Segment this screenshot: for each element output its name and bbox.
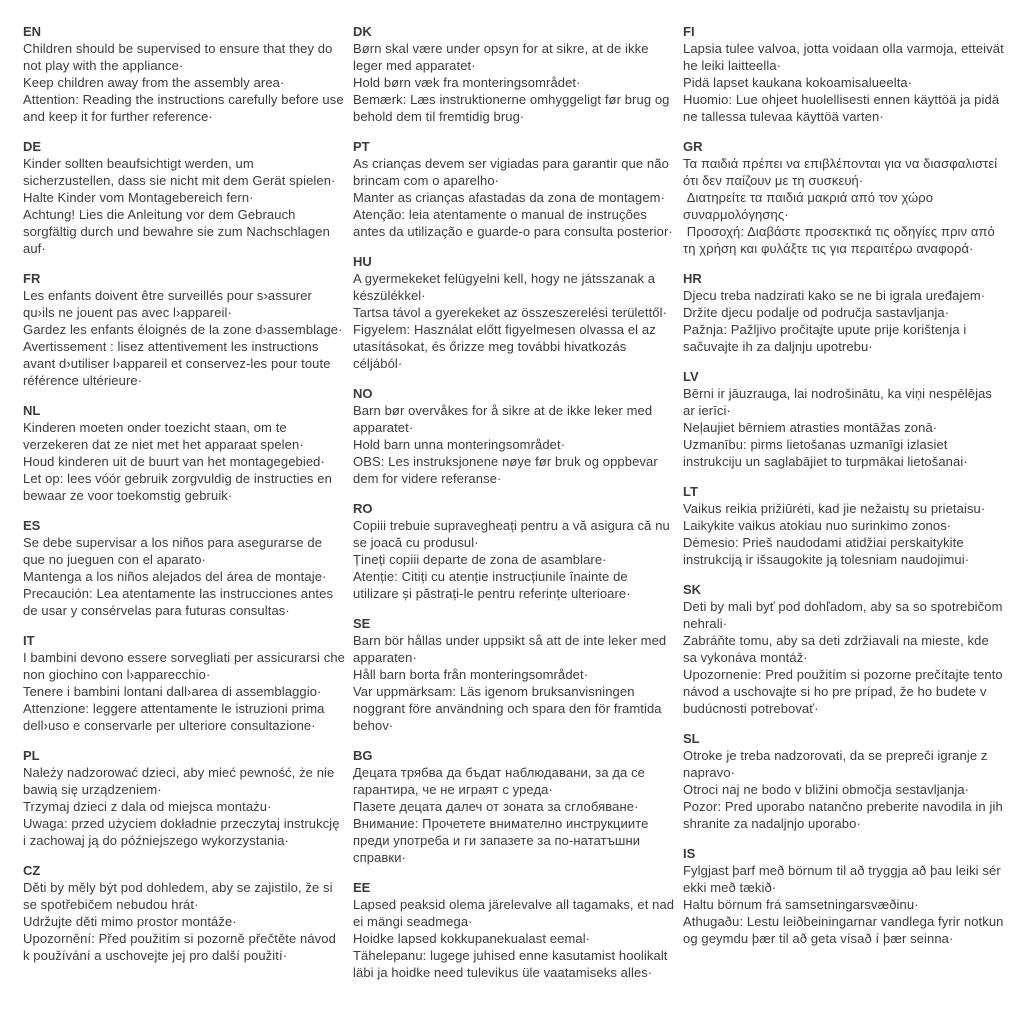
section-de [23, 138, 345, 257]
instruction-sentence: Пазете децата далеч от зоната за сглобяване· [353, 799, 639, 814]
language-code-pt: PT [353, 139, 370, 154]
section-fr [23, 270, 345, 389]
language-code-fr: FR [23, 271, 41, 286]
section-it [23, 632, 345, 734]
section-ee [353, 879, 675, 981]
language-code-es: ES [23, 518, 41, 533]
instruction-sentence: Let op: lees vóór gebruik zorgvuldig de instructies en bewaar ze voor toekomstig gebruik· [23, 471, 332, 503]
language-code-lv: LV [683, 369, 699, 384]
section-is [683, 845, 1005, 947]
instruction-sentence: Keep children away from the assembly area· [23, 75, 285, 90]
instruction-sentence: Trzymaj dzieci z dala od miejsca montażu· [23, 799, 272, 814]
instruction-sentence: A gyermekeket felügyelni kell, hogy ne játsszanak a készülékkel· [353, 271, 656, 303]
section-sl [683, 730, 1005, 832]
language-code-hr: HR [683, 271, 702, 286]
instruction-sentence: Hold børn væk fra monteringsområdet· [353, 75, 581, 90]
section-es [23, 517, 345, 619]
instruction-sentence: Djecu treba nadzirati kako se ne bi igrala uređajem· [683, 288, 986, 303]
instruction-sentence: Udržujte děti mimo prostor montáže· [23, 914, 237, 929]
language-code-se: SE [353, 616, 371, 631]
section-no [353, 385, 675, 487]
section-dk [353, 23, 675, 125]
section-ro [353, 500, 675, 602]
instruction-sentence: Neļaujiet bērniem atrasties montāžas zonā· [683, 420, 938, 435]
instruction-sentence: Uwaga: przed użyciem dokładnie przeczytaj instrukcję i zachowaj ją do późniejszego wykorzystania· [23, 816, 340, 848]
language-code-en: EN [23, 24, 42, 39]
instruction-sentence: Achtung! Lies die Anleitung vor dem Gebrauch sorgfältig durch und bewahre sie zum Nachschlagen auf· [23, 207, 330, 256]
section-en [23, 23, 345, 125]
instruction-sentence: Upozornění: Před použitím si pozorně přečtěte návod k používání a uschovejte jej pro další použití· [23, 931, 336, 963]
language-code-sl: SL [683, 731, 700, 746]
section-bg [353, 747, 675, 866]
language-code-ro: RO [353, 501, 373, 516]
instruction-sentence: Halte Kinder vom Montagebereich fern· [23, 190, 254, 205]
language-code-bg: BG [353, 748, 373, 763]
instruction-sentence: Var uppmärksam: Läs igenom bruksanvisningen noggrant före användning och spara den för framtida behov· [353, 684, 662, 733]
column-2 [353, 23, 675, 1014]
instruction-sentence: Należy nadzorować dzieci, aby mieć pewność, że nie bawią się urządzeniem· [23, 765, 335, 797]
instruction-sentence: Huomio: Lue ohjeet huolellisesti ennen käyttöä ja pidä ne tallessa tulevaa käyttöä varten· [683, 92, 1000, 124]
instruction-sentence: Attention: Reading the instructions carefully before use and keep it for further reference· [23, 92, 344, 124]
language-code-it: IT [23, 633, 35, 648]
instruction-sentence: Hold barn unna monteringsområdet· [353, 437, 566, 452]
language-code-gr: GR [683, 139, 703, 154]
instruction-sentence: Otroke je treba nadzorovati, da se prepreči igranje z napravo· [683, 748, 988, 780]
instruction-sentence: Avertissement : lisez attentivement les instructions avant d›utiliser l›appareil et conservez-les pour toute référence ultérieure· [23, 339, 331, 388]
instruction-sentence: Barn bør overvåkes for å sikre at de ikke leker med apparatet· [353, 403, 653, 435]
instruction-sentence: Laikykite vaikus atokiau nuo surinkimo zonos· [683, 518, 952, 533]
section-fi [683, 23, 1005, 125]
instruction-sentence: Copiii trebuie supravegheați pentru a vă asigura că nu se joacă cu produsul· [353, 518, 670, 550]
instruction-sentence: Houd kinderen uit de buurt van het montagegebied· [23, 454, 325, 469]
instruction-sentence: Se debe supervisar a los niños para asegurarse de que no jueguen con el aparato· [23, 535, 323, 567]
instruction-sentence: Fylgjast þarf með börnum til að tryggja að þau leiki sér ekki með tækið· [683, 863, 1001, 895]
instruction-sentence: Децата трябва да бъдат наблюдавани, за да се гарантира, че не играят с уреда· [353, 765, 646, 797]
instruction-sentence: Προσοχή: Διαβάστε προσεκτικά τις οδηγίες πριν από τη χρήση και φυλάξτε τις για περαιτέρω αναφορά· [683, 224, 995, 256]
instruction-sentence: Kinderen moeten onder toezicht staan, om te verzekeren dat ze niet met het apparaat spelen· [23, 420, 304, 452]
section-nl [23, 402, 345, 504]
instruction-sentence: Haltu börnum frá samsetningarsvæðinu· [683, 897, 919, 912]
instruction-sentence: OBS: Les instruksjonene nøye før bruk og oppbevar dem for videre referanse· [353, 454, 658, 486]
instruction-sentence: Vaikus reikia prižiūrėti, kad jie nežaistų su prietaisu· [683, 501, 986, 516]
instruction-sentence: Håll barn borta från monteringsområdet· [353, 667, 589, 682]
language-code-hu: HU [353, 254, 372, 269]
instruction-sentence: Zabráňte tomu, aby sa deti zdržiavali na mieste, kde sa vykonáva montáž· [683, 633, 989, 665]
language-code-no: NO [353, 386, 373, 401]
section-pt [353, 138, 675, 240]
section-sk [683, 581, 1005, 717]
section-hr [683, 270, 1005, 355]
instruction-sentence: Children should be supervised to ensure that they do not play with the appliance· [23, 41, 333, 73]
instruction-sentence: Pozor: Pred uporabo natančno preberite navodila in jih shranite za nadaljnjo uporabo· [683, 799, 1003, 831]
column-3 [683, 23, 1005, 1014]
instruction-sentence: Uzmanību: pirms lietošanas uzmanīgi izlasiet instrukciju un saglabājiet to turpmākai lietošanai· [683, 437, 968, 469]
language-code-cz: CZ [23, 863, 41, 878]
section-pl [23, 747, 345, 849]
language-code-is: IS [683, 846, 696, 861]
instruction-sentence: Les enfants doivent être surveillés pour s›assurer qu›ils ne jouent pas avec l›appareil· [23, 288, 312, 320]
instruction-sentence: Tenere i bambini lontani dall›area di assemblaggio· [23, 684, 322, 699]
instruction-sentence: Lapsia tulee valvoa, jotta voidaan olla varmoja, etteivät he leiki laitteella· [683, 41, 1004, 73]
instruction-sentence: Pažnja: Pažljivo pročitajte upute prije korištenja i sačuvajte ih za daljnju upotrebu· [683, 322, 967, 354]
instruction-sentence: Manter as crianças afastadas da zona de montagem· [353, 190, 666, 205]
instruction-sentence: Внимание: Прочетете внимателно инструкциите преди употреба и ги запазете за по-нататъшни справки· [353, 816, 649, 865]
instruction-sentence: Gardez les enfants éloignés de la zone d›assemblage· [23, 322, 343, 337]
instruction-sentence: Atenție: Citiți cu atenție instrucțiunile înainte de utilizare și păstrați-le pentru referințe ulterioare· [353, 569, 631, 601]
instruction-sentence: Držite djecu podalje od područja sastavljanja· [683, 305, 950, 320]
language-code-sk: SK [683, 582, 702, 597]
instruction-sentence: I bambini devono essere sorvegliati per assicurarsi che non giochino con l›apparecchio· [23, 650, 345, 682]
language-code-dk: DK [353, 24, 372, 39]
instruction-sentence: Τα παιδιά πρέπει να επιβλέπονται για να διασφαλιστεί ότι δεν παίζουν με τη συσκευή· [683, 156, 998, 188]
section-cz [23, 862, 345, 964]
instruction-sentence: Tähelepanu: lugege juhised enne kasutamist hoolikalt läbi ja hoidke need tulevikus üle vaatamiseks alles· [353, 948, 668, 980]
section-lv [683, 368, 1005, 470]
language-code-nl: NL [23, 403, 41, 418]
instruction-sentence: Mantenga a los niños alejados del área de montaje· [23, 569, 327, 584]
instruction-sentence: Atenção: leia atentamente o manual de instruções antes da utilização e guarde-o para consulta posterior· [353, 207, 673, 239]
instruction-sentence: Hoidke lapsed kokkupanekualast eemal· [353, 931, 591, 946]
instruction-sentence: Lapsed peaksid olema järelevalve all tagamaks, et nad ei mängi seadmega· [353, 897, 675, 929]
instruction-sentence: Dėmesio: Prieš naudodami atidžiai perskaitykite instrukciją ir išsaugokite ją tolesniam naudojimui· [683, 535, 970, 567]
instruction-sentence: Figyelem: Használat előtt figyelmesen olvassa el az utasításokat, és őrizze meg további hivatkozás céljából· [353, 322, 656, 371]
instruction-sentence: Deti by mali byť pod dohľadom, aby sa so spotrebičom nehrali· [683, 599, 1003, 631]
instruction-sentence: Børn skal være under opsyn for at sikre, at de ikke leger med apparatet· [353, 41, 649, 73]
instruction-sentence: Bemærk: Læs instruktionerne omhyggeligt før brug og behold dem til fremtidig brug· [353, 92, 670, 124]
section-se [353, 615, 675, 734]
instruction-sentence: Pidä lapset kaukana kokoamisalueelta· [683, 75, 913, 90]
instruction-sentence: Tartsa távol a gyerekeket az összeszerelési területtől· [353, 305, 668, 320]
instruction-sentence: Kinder sollten beaufsichtigt werden, um sicherzustellen, dass sie nicht mit dem Gerät spielen· [23, 156, 336, 188]
language-code-ee: EE [353, 880, 371, 895]
language-code-de: DE [23, 139, 42, 154]
instruction-sentence: Țineți copiii departe de zona de asamblare· [353, 552, 607, 567]
instruction-sentence: As crianças devem ser vigiadas para garantir que não brincam com o aparelho· [353, 156, 669, 188]
instruction-sentence: Attenzione: leggere attentamente le istruzioni prima dell›uso e conservarle per ulteriore consultazione· [23, 701, 325, 733]
language-code-fi: FI [683, 24, 695, 39]
instruction-sentence: Barn bör hållas under uppsikt så att de inte leker med apparaten· [353, 633, 667, 665]
instruction-sentence: Athugaðu: Lestu leiðbeiningarnar vandlega fyrir notkun og geymdu þær til að geta vísað í þær seinna· [683, 914, 1004, 946]
section-lt [683, 483, 1005, 568]
instruction-sentence: Precaución: Lea atentamente las instrucciones antes de usar y consérvelas para futuras consultas· [23, 586, 334, 618]
instruction-sentence: Bērni ir jāuzrauga, lai nodrošinātu, ka viņi nespēlējas ar ierīci· [683, 386, 993, 418]
instruction-sentence: Διατηρείτε τα παιδιά μακριά από τον χώρο συναρμολόγησης· [683, 190, 934, 222]
section-gr [683, 138, 1005, 257]
section-hu [353, 253, 675, 372]
instruction-sentence: Otroci naj ne bodo v bližini območja sestavljanja· [683, 782, 970, 797]
language-code-pl: PL [23, 748, 40, 763]
instruction-sentence: Děti by měly být pod dohledem, aby se zajistilo, že si se spotřebičem nebudou hrát· [23, 880, 333, 912]
column-1 [23, 23, 345, 1014]
instruction-sentence: Upozornenie: Pred použitím si pozorne prečítajte tento návod a uschovajte si ho pre prípad, že ho budete v budúcnosti potrebovať· [683, 667, 1003, 716]
language-code-lt: LT [683, 484, 698, 499]
